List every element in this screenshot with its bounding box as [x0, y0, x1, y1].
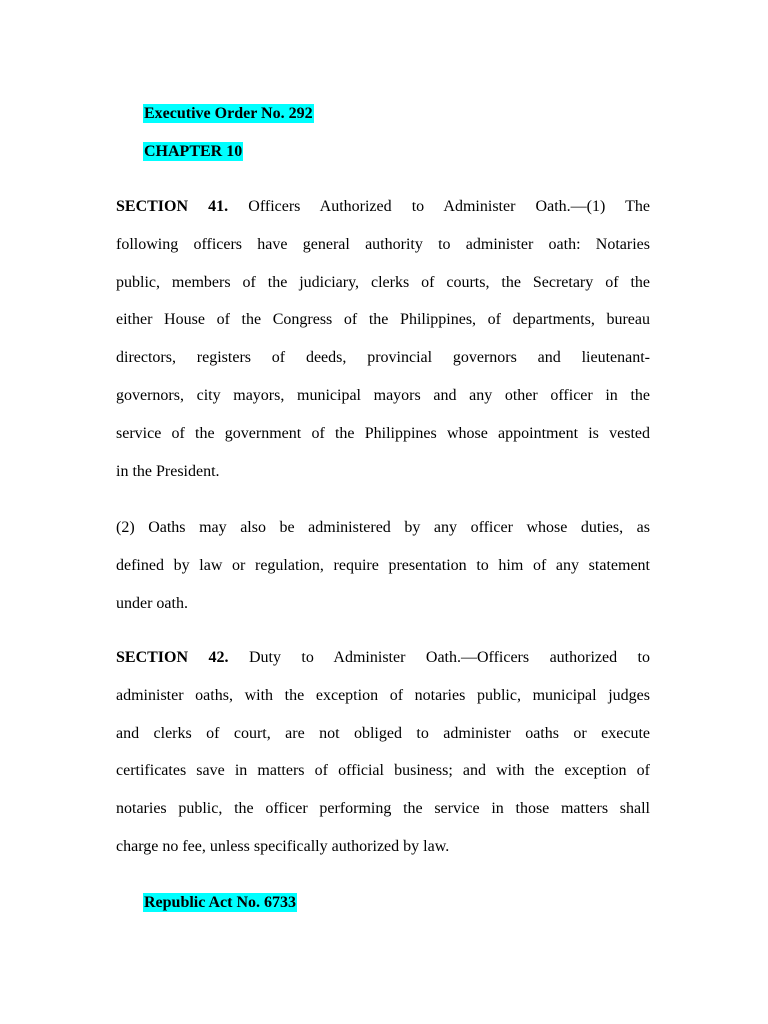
- section-41-line-3: public, members of the judiciary, clerks of courts, the Secretary of the: [116, 273, 650, 291]
- section-41-paragraph-2: [116, 509, 650, 622]
- section-42-line-2: administer oaths, with the exception of notaries public, municipal judges: [116, 686, 650, 704]
- section-42-label: SECTION 42.: [116, 649, 229, 666]
- section-41-paragraph: [116, 188, 650, 490]
- section-41-line-2: following officers have general authority to administer oath: Notaries: [116, 235, 650, 253]
- section-41-line-5: directors, registers of deeds, provincial governors and lieutenant-: [116, 349, 650, 367]
- section-41-line-6: governors, city mayors, municipal mayors and any other officer in the: [116, 386, 650, 404]
- section-42-line-5: notaries public, the officer performing the service in those matters shall: [116, 800, 650, 818]
- section-41-p2-line-1: (2) Oaths may also be administered by any officer whose duties, as: [116, 519, 650, 536]
- section-41-p2-line-3: under oath.: [116, 594, 188, 612]
- section-41-line-1: [116, 188, 650, 226]
- section-41-line-1-text: Officers Authorized to Administer Oath.—(1) The: [248, 198, 651, 215]
- section-42-line-4: certificates save in matters of official business; and with the exception of: [116, 762, 650, 780]
- section-41-line-4: either House of the Congress of the Philippines, of departments, bureau: [116, 311, 650, 329]
- section-42-line-6: charge no fee, unless specifically authorized by law.: [116, 837, 450, 855]
- chapter-heading: CHAPTER 10: [144, 143, 243, 160]
- section-41-line-7: service of the government of the Philippines whose appointment is vested: [116, 424, 650, 442]
- section-41-label: SECTION 41.: [116, 198, 229, 215]
- section-41-p2-line-2: defined by law or regulation, require presentation to him of any statement: [116, 556, 650, 574]
- section-42-line-3: and clerks of court, are not obliged to administer oaths or execute: [116, 724, 650, 742]
- section-41-line-8: in the President.: [116, 462, 220, 480]
- section-42-paragraph: [116, 639, 650, 866]
- republic-act-heading: Republic Act No. 6733: [144, 894, 296, 911]
- section-42-line-1: [116, 639, 650, 677]
- executive-order-heading: Executive Order No. 292: [144, 105, 313, 122]
- section-42-line-1-text: Duty to Administer Oath.—Officers authorized to: [248, 649, 651, 666]
